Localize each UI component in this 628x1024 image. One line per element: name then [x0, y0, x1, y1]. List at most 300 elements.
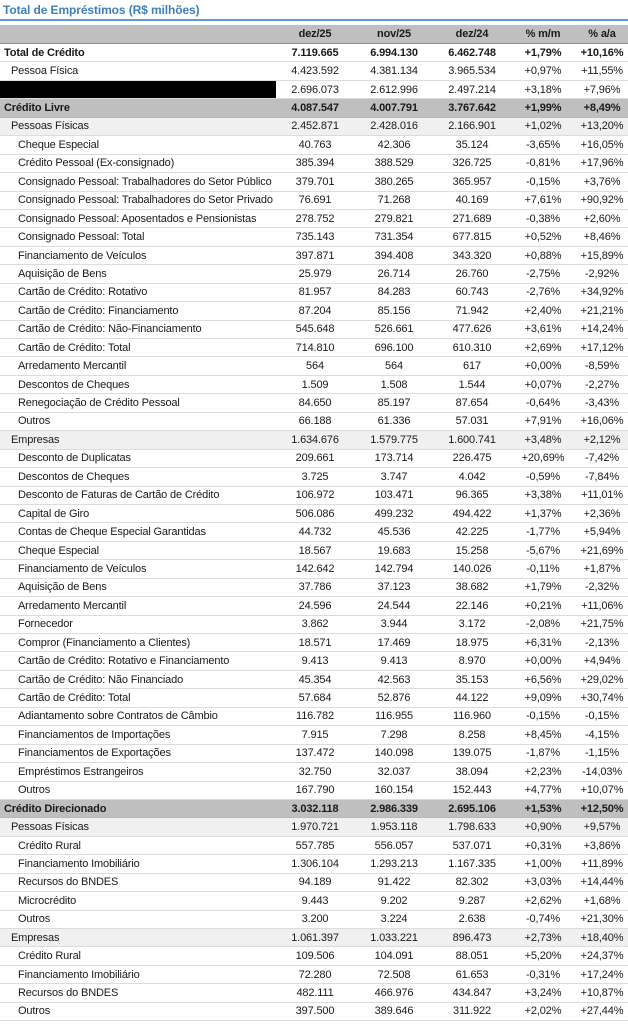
- cell-value: 57.031: [434, 412, 510, 430]
- cell-value: +0,88%: [510, 246, 576, 264]
- cell-value: +13,20%: [576, 117, 628, 135]
- cell-value: 173.714: [354, 449, 434, 467]
- cell-value: 617: [434, 357, 510, 375]
- cell-value: +11,89%: [576, 855, 628, 873]
- row-label: Descontos de Cheques: [0, 375, 276, 393]
- cell-value: +10,07%: [576, 781, 628, 799]
- cell-value: 564: [354, 357, 434, 375]
- row-label: Microcrédito: [0, 892, 276, 910]
- row-label: Outros: [0, 910, 276, 928]
- cell-value: 735.143: [276, 228, 354, 246]
- cell-value: 40.169: [434, 191, 510, 209]
- header-pct-mm: % m/m: [510, 25, 576, 44]
- cell-value: 1.579.775: [354, 431, 434, 449]
- cell-value: -3,43%: [576, 394, 628, 412]
- page-title: Total de Empréstimos (R$ milhões): [0, 0, 628, 21]
- cell-value: +1,53%: [510, 799, 576, 817]
- table-row: [0, 228, 628, 246]
- cell-value: 537.071: [434, 836, 510, 854]
- cell-value: +1,68%: [576, 892, 628, 910]
- cell-value: 76.691: [276, 191, 354, 209]
- cell-value: 1.970.721: [276, 818, 354, 836]
- cell-value: 1.600.741: [434, 431, 510, 449]
- cell-value: 506.086: [276, 504, 354, 522]
- cell-value: 3.747: [354, 468, 434, 486]
- cell-value: 1.798.633: [434, 818, 510, 836]
- table-row: [0, 80, 628, 98]
- cell-value: 160.154: [354, 781, 434, 799]
- row-label: Cartão de Crédito: Não-Financiamento: [0, 320, 276, 338]
- cell-value: 116.960: [434, 707, 510, 725]
- cell-value: 142.642: [276, 560, 354, 578]
- cell-value: -0,59%: [510, 468, 576, 486]
- cell-value: 2.695.106: [434, 799, 510, 817]
- table-row: [0, 707, 628, 725]
- table-row: [0, 541, 628, 559]
- cell-value: +1,37%: [510, 504, 576, 522]
- cell-value: +1,02%: [510, 117, 576, 135]
- table-row: [0, 394, 628, 412]
- table-row: [0, 763, 628, 781]
- cell-value: 2.986.339: [354, 799, 434, 817]
- row-label: Desconto de Faturas de Cartão de Crédito: [0, 486, 276, 504]
- loans-table: [0, 25, 628, 1021]
- cell-value: +6,31%: [510, 634, 576, 652]
- cell-value: 6.462.748: [434, 44, 510, 62]
- cell-value: -0,81%: [510, 154, 576, 172]
- table-row: [0, 339, 628, 357]
- row-label: Compror (Financiamento a Clientes): [0, 634, 276, 652]
- row-label: Aquisição de Bens: [0, 265, 276, 283]
- cell-value: 45.354: [276, 670, 354, 688]
- table-row: [0, 523, 628, 541]
- cell-value: 84.650: [276, 394, 354, 412]
- cell-value: 7.915: [276, 726, 354, 744]
- table-row: [0, 357, 628, 375]
- cell-value: +2,36%: [576, 504, 628, 522]
- cell-value: 42.563: [354, 670, 434, 688]
- cell-value: +1,79%: [510, 578, 576, 596]
- cell-value: -14,03%: [576, 763, 628, 781]
- cell-value: 714.810: [276, 339, 354, 357]
- cell-value: 2.428.016: [354, 117, 434, 135]
- cell-value: 109.506: [276, 947, 354, 965]
- table-row: [0, 597, 628, 615]
- cell-value: 17.469: [354, 634, 434, 652]
- cell-value: 38.094: [434, 763, 510, 781]
- cell-value: 66.188: [276, 412, 354, 430]
- cell-value: 499.232: [354, 504, 434, 522]
- cell-value: 35.153: [434, 670, 510, 688]
- table-row: [0, 375, 628, 393]
- table-row: [0, 62, 628, 80]
- cell-value: +11,55%: [576, 62, 628, 80]
- cell-value: -7,42%: [576, 449, 628, 467]
- row-label: Consignado Pessoal: Trabalhadores do Setor Público: [0, 173, 276, 191]
- cell-value: 140.098: [354, 744, 434, 762]
- cell-value: +27,44%: [576, 1002, 628, 1020]
- cell-value: 18.571: [276, 634, 354, 652]
- cell-value: 106.972: [276, 486, 354, 504]
- cell-value: +16,06%: [576, 412, 628, 430]
- cell-value: 365.957: [434, 173, 510, 191]
- cell-value: +14,44%: [576, 873, 628, 891]
- cell-value: 394.408: [354, 246, 434, 264]
- row-label: Crédito Pessoal (Ex-consignado): [0, 154, 276, 172]
- cell-value: 1.306.104: [276, 855, 354, 873]
- row-label: Arredamento Mercantil: [0, 597, 276, 615]
- cell-value: 18.975: [434, 634, 510, 652]
- cell-value: 379.701: [276, 173, 354, 191]
- row-label: Financiamento de Veículos: [0, 560, 276, 578]
- table-row: [0, 836, 628, 854]
- cell-value: 696.100: [354, 339, 434, 357]
- cell-value: +7,96%: [576, 80, 628, 98]
- cell-value: +2,23%: [510, 763, 576, 781]
- cell-value: 1.167.335: [434, 855, 510, 873]
- cell-value: 557.785: [276, 836, 354, 854]
- cell-value: +8,45%: [510, 726, 576, 744]
- cell-value: 84.283: [354, 283, 434, 301]
- cell-value: +5,20%: [510, 947, 576, 965]
- cell-value: 24.544: [354, 597, 434, 615]
- cell-value: 3.172: [434, 615, 510, 633]
- cell-value: +8,49%: [576, 99, 628, 117]
- cell-value: 209.661: [276, 449, 354, 467]
- cell-value: -0,74%: [510, 910, 576, 928]
- row-label: Cartão de Crédito: Rotativo e Financiamento: [0, 652, 276, 670]
- table-row: [0, 929, 628, 947]
- cell-value: 61.653: [434, 965, 510, 983]
- cell-value: +90,92%: [576, 191, 628, 209]
- cell-value: -2,92%: [576, 265, 628, 283]
- cell-value: +3,38%: [510, 486, 576, 504]
- cell-value: -2,13%: [576, 634, 628, 652]
- cell-value: 2.166.901: [434, 117, 510, 135]
- row-label: Financiamento Imobiliário: [0, 965, 276, 983]
- cell-value: 82.302: [434, 873, 510, 891]
- cell-value: 4.087.547: [276, 99, 354, 117]
- cell-value: 81.957: [276, 283, 354, 301]
- row-label: Crédito Rural: [0, 836, 276, 854]
- cell-value: 32.750: [276, 763, 354, 781]
- cell-value: 610.310: [434, 339, 510, 357]
- cell-value: -2,75%: [510, 265, 576, 283]
- cell-value: -4,15%: [576, 726, 628, 744]
- cell-value: 60.743: [434, 283, 510, 301]
- cell-value: 85.197: [354, 394, 434, 412]
- cell-value: 26.714: [354, 265, 434, 283]
- cell-value: 15.258: [434, 541, 510, 559]
- cell-value: 278.752: [276, 209, 354, 227]
- table-row: [0, 117, 628, 135]
- cell-value: 9.413: [276, 652, 354, 670]
- cell-value: 3.944: [354, 615, 434, 633]
- table-row: [0, 634, 628, 652]
- row-label: Renegociação de Crédito Pessoal: [0, 394, 276, 412]
- table-row: [0, 947, 628, 965]
- table-row: [0, 44, 628, 62]
- cell-value: 477.626: [434, 320, 510, 338]
- row-label: Descontos de Cheques: [0, 468, 276, 486]
- table-row: [0, 892, 628, 910]
- cell-value: 6.994.130: [354, 44, 434, 62]
- cell-value: 2.452.871: [276, 117, 354, 135]
- cell-value: 137.472: [276, 744, 354, 762]
- cell-value: 1.509: [276, 375, 354, 393]
- cell-value: -7,84%: [576, 468, 628, 486]
- cell-value: +1,79%: [510, 44, 576, 62]
- cell-value: 22.146: [434, 597, 510, 615]
- header-label-cell: [0, 25, 276, 44]
- cell-value: 1.544: [434, 375, 510, 393]
- row-label: Empresas: [0, 431, 276, 449]
- cell-value: 142.794: [354, 560, 434, 578]
- cell-value: +3,48%: [510, 431, 576, 449]
- row-label: Crédito Direcionado: [0, 799, 276, 817]
- cell-value: +7,91%: [510, 412, 576, 430]
- cell-value: +16,05%: [576, 136, 628, 154]
- cell-value: +17,12%: [576, 339, 628, 357]
- cell-value: 7.119.665: [276, 44, 354, 62]
- cell-value: 1.953.118: [354, 818, 434, 836]
- cell-value: +0,31%: [510, 836, 576, 854]
- cell-value: 1.061.397: [276, 929, 354, 947]
- cell-value: 85.156: [354, 302, 434, 320]
- cell-value: +3,76%: [576, 173, 628, 191]
- cell-value: 482.111: [276, 984, 354, 1002]
- row-label: Outros: [0, 1002, 276, 1020]
- cell-value: 45.536: [354, 523, 434, 541]
- cell-value: 1.033.221: [354, 929, 434, 947]
- cell-value: 8.970: [434, 652, 510, 670]
- row-label: Recursos do BNDES: [0, 984, 276, 1002]
- table-row: [0, 449, 628, 467]
- cell-value: 494.422: [434, 504, 510, 522]
- cell-value: +2,40%: [510, 302, 576, 320]
- cell-value: 4.423.592: [276, 62, 354, 80]
- cell-value: +0,52%: [510, 228, 576, 246]
- cell-value: 139.075: [434, 744, 510, 762]
- row-label: Crédito Livre: [0, 99, 276, 117]
- cell-value: -1,77%: [510, 523, 576, 541]
- row-label: Crédito Rural: [0, 947, 276, 965]
- cell-value: 279.821: [354, 209, 434, 227]
- table-row: [0, 173, 628, 191]
- cell-value: 103.471: [354, 486, 434, 504]
- cell-value: 2.497.214: [434, 80, 510, 98]
- table-row: [0, 136, 628, 154]
- cell-value: 167.790: [276, 781, 354, 799]
- table-row: [0, 910, 628, 928]
- cell-value: 140.026: [434, 560, 510, 578]
- header-dez25: dez/25: [276, 25, 354, 44]
- cell-value: 35.124: [434, 136, 510, 154]
- table-header-row: [0, 25, 628, 44]
- cell-value: 88.051: [434, 947, 510, 965]
- row-label: Consignado Pessoal: Aposentados e Pensionistas: [0, 209, 276, 227]
- cell-value: +3,86%: [576, 836, 628, 854]
- cell-value: 311.922: [434, 1002, 510, 1020]
- table-row: [0, 726, 628, 744]
- cell-value: +34,92%: [576, 283, 628, 301]
- cell-value: -0,31%: [510, 965, 576, 983]
- cell-value: 2.638: [434, 910, 510, 928]
- cell-value: +21,75%: [576, 615, 628, 633]
- header-dez24: dez/24: [434, 25, 510, 44]
- cell-value: 116.955: [354, 707, 434, 725]
- cell-value: 556.057: [354, 836, 434, 854]
- cell-value: 545.648: [276, 320, 354, 338]
- cell-value: 388.529: [354, 154, 434, 172]
- row-label: [0, 80, 276, 98]
- cell-value: 38.682: [434, 578, 510, 596]
- cell-value: -5,67%: [510, 541, 576, 559]
- cell-value: 104.091: [354, 947, 434, 965]
- row-label: Aquisição de Bens: [0, 578, 276, 596]
- cell-value: 397.500: [276, 1002, 354, 1020]
- row-label: Desconto de Duplicatas: [0, 449, 276, 467]
- table-row: [0, 412, 628, 430]
- row-label: Cartão de Crédito: Financiamento: [0, 302, 276, 320]
- table-row: [0, 799, 628, 817]
- cell-value: 44.732: [276, 523, 354, 541]
- cell-value: +2,02%: [510, 1002, 576, 1020]
- cell-value: 271.689: [434, 209, 510, 227]
- row-label: Pessoas Físicas: [0, 818, 276, 836]
- table-row: [0, 209, 628, 227]
- cell-value: 380.265: [354, 173, 434, 191]
- row-label: Financiamento Imobiliário: [0, 855, 276, 873]
- row-label: Pessoa Física: [0, 62, 276, 80]
- cell-value: 44.122: [434, 689, 510, 707]
- row-label: Financiamentos de Exportações: [0, 744, 276, 762]
- row-label: Outros: [0, 781, 276, 799]
- cell-value: 2.612.996: [354, 80, 434, 98]
- cell-value: 87.204: [276, 302, 354, 320]
- cell-value: +17,96%: [576, 154, 628, 172]
- cell-value: 896.473: [434, 929, 510, 947]
- row-label: Empréstimos Estrangeiros: [0, 763, 276, 781]
- cell-value: +2,62%: [510, 892, 576, 910]
- cell-value: -3,65%: [510, 136, 576, 154]
- cell-value: 32.037: [354, 763, 434, 781]
- cell-value: +10,87%: [576, 984, 628, 1002]
- cell-value: +5,94%: [576, 523, 628, 541]
- cell-value: +21,69%: [576, 541, 628, 559]
- cell-value: -1,15%: [576, 744, 628, 762]
- cell-value: +29,02%: [576, 670, 628, 688]
- cell-value: +21,30%: [576, 910, 628, 928]
- table-row: [0, 781, 628, 799]
- cell-value: 42.225: [434, 523, 510, 541]
- cell-value: 1.508: [354, 375, 434, 393]
- cell-value: +12,50%: [576, 799, 628, 817]
- cell-value: 3.200: [276, 910, 354, 928]
- cell-value: +0,07%: [510, 375, 576, 393]
- cell-value: 37.786: [276, 578, 354, 596]
- table-row: [0, 265, 628, 283]
- cell-value: -2,32%: [576, 578, 628, 596]
- cell-value: 466.976: [354, 984, 434, 1002]
- row-label: Cartão de Crédito: Total: [0, 689, 276, 707]
- cell-value: 42.306: [354, 136, 434, 154]
- table-row: [0, 965, 628, 983]
- table-row: [0, 191, 628, 209]
- cell-value: 326.725: [434, 154, 510, 172]
- row-label: Fornecedor: [0, 615, 276, 633]
- table-row: [0, 283, 628, 301]
- cell-value: 3.767.642: [434, 99, 510, 117]
- cell-value: +11,01%: [576, 486, 628, 504]
- cell-value: -2,27%: [576, 375, 628, 393]
- cell-value: 3.725: [276, 468, 354, 486]
- cell-value: 526.661: [354, 320, 434, 338]
- cell-value: 57.684: [276, 689, 354, 707]
- cell-value: +3,24%: [510, 984, 576, 1002]
- cell-value: 397.871: [276, 246, 354, 264]
- cell-value: +0,00%: [510, 357, 576, 375]
- cell-value: -2,76%: [510, 283, 576, 301]
- cell-value: -0,64%: [510, 394, 576, 412]
- header-pct-aa: % a/a: [576, 25, 628, 44]
- table-row: [0, 984, 628, 1002]
- cell-value: 9.443: [276, 892, 354, 910]
- cell-value: 4.042: [434, 468, 510, 486]
- cell-value: 8.258: [434, 726, 510, 744]
- cell-value: +24,37%: [576, 947, 628, 965]
- cell-value: 52.876: [354, 689, 434, 707]
- cell-value: +8,46%: [576, 228, 628, 246]
- table-row: [0, 504, 628, 522]
- cell-value: +3,03%: [510, 873, 576, 891]
- cell-value: 9.202: [354, 892, 434, 910]
- cell-value: +3,18%: [510, 80, 576, 98]
- cell-value: +1,99%: [510, 99, 576, 117]
- cell-value: 61.336: [354, 412, 434, 430]
- cell-value: 152.443: [434, 781, 510, 799]
- cell-value: +7,61%: [510, 191, 576, 209]
- row-label: Adiantamento sobre Contratos de Câmbio: [0, 707, 276, 725]
- cell-value: +2,12%: [576, 431, 628, 449]
- row-label: Cheque Especial: [0, 136, 276, 154]
- cell-value: +21,21%: [576, 302, 628, 320]
- cell-value: +3,61%: [510, 320, 576, 338]
- cell-value: 87.654: [434, 394, 510, 412]
- cell-value: +17,24%: [576, 965, 628, 983]
- table-row: [0, 560, 628, 578]
- table-row: [0, 578, 628, 596]
- cell-value: +20,69%: [510, 449, 576, 467]
- row-label: Cartão de Crédito: Total: [0, 339, 276, 357]
- cell-value: +14,24%: [576, 320, 628, 338]
- cell-value: 4.381.134: [354, 62, 434, 80]
- cell-value: 564: [276, 357, 354, 375]
- cell-value: +2,69%: [510, 339, 576, 357]
- table-body: [0, 44, 628, 1021]
- cell-value: +0,97%: [510, 62, 576, 80]
- cell-value: +10,16%: [576, 44, 628, 62]
- table-row: [0, 670, 628, 688]
- header-nov25: nov/25: [354, 25, 434, 44]
- row-label: Pessoas Físicas: [0, 117, 276, 135]
- cell-value: +0,00%: [510, 652, 576, 670]
- cell-value: 389.646: [354, 1002, 434, 1020]
- cell-value: +4,77%: [510, 781, 576, 799]
- row-label: Recursos do BNDES: [0, 873, 276, 891]
- cell-value: 40.763: [276, 136, 354, 154]
- row-label: Financiamento de Veículos: [0, 246, 276, 264]
